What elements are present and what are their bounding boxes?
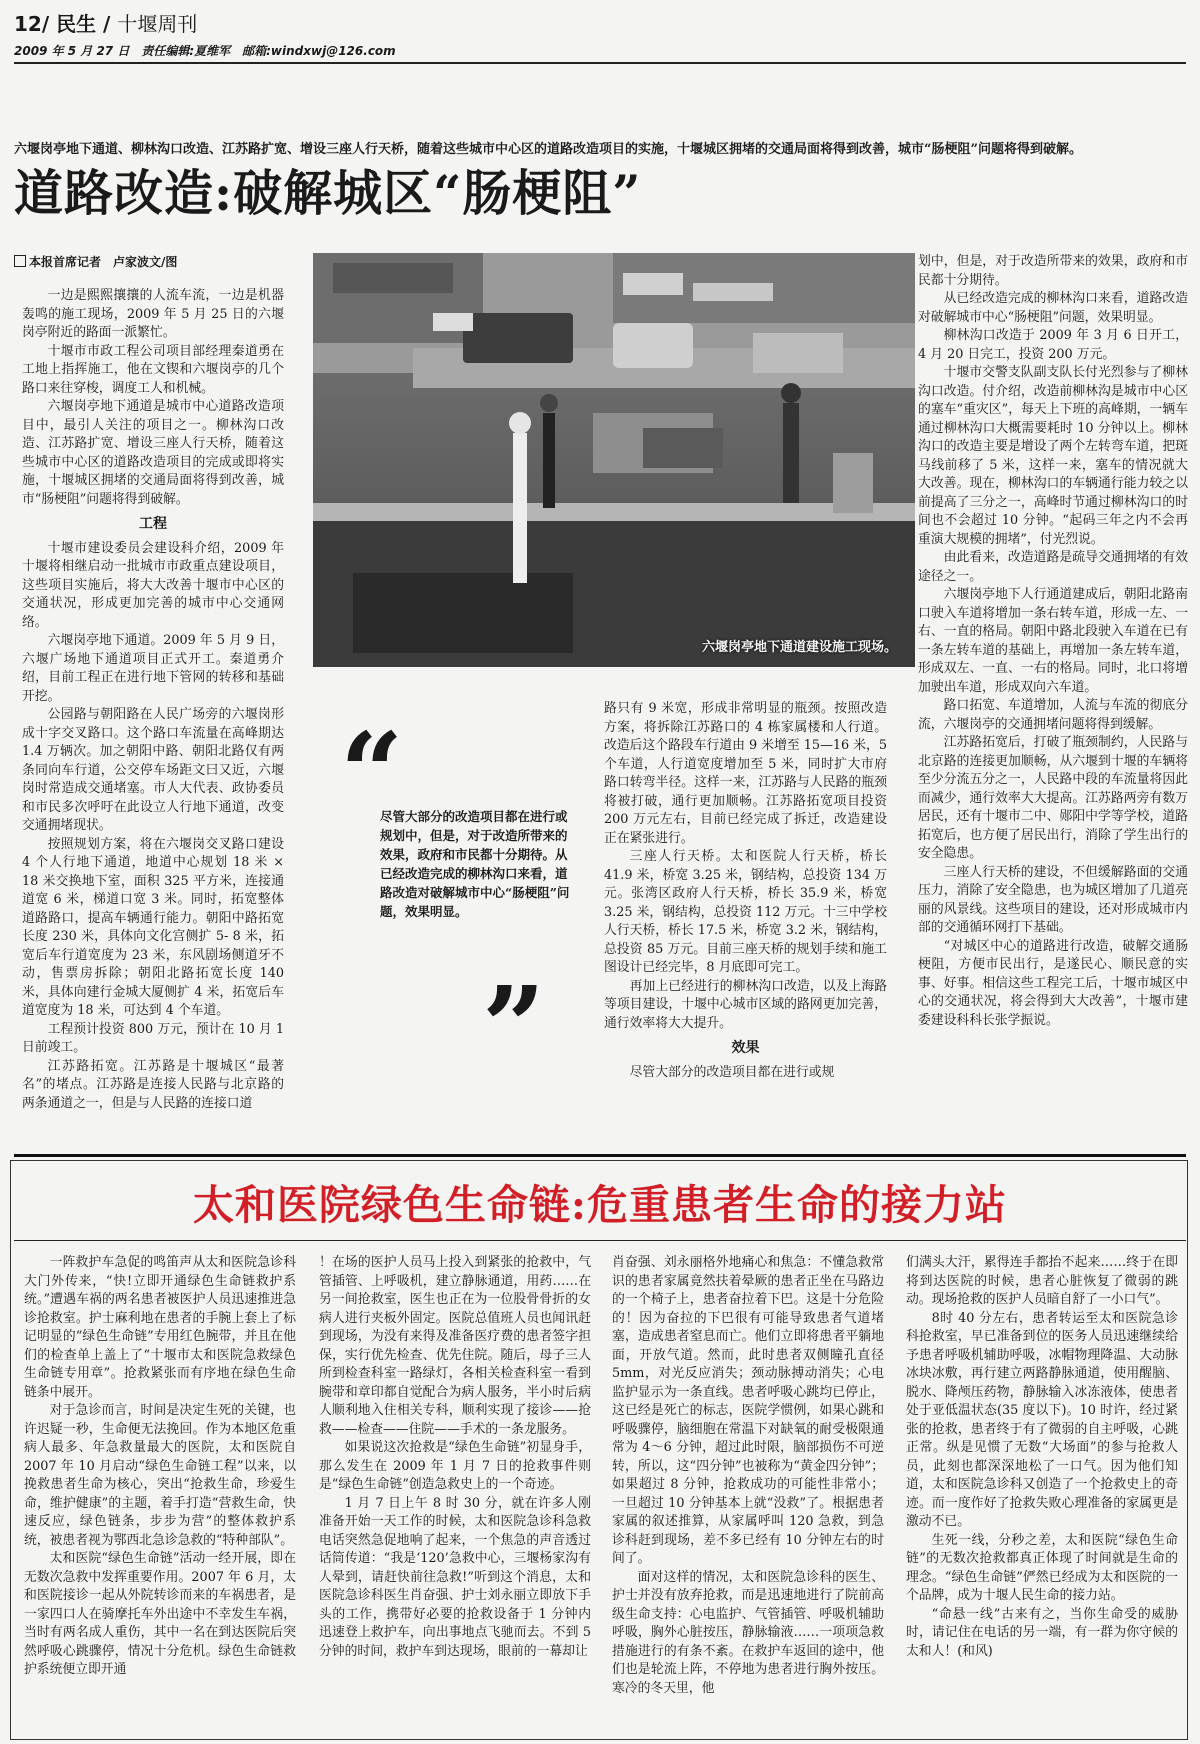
- story-separator: [14, 1154, 1186, 1157]
- paragraph: 肖奋强、刘永丽格外地痛心和焦急：不懂急救常识的患者家属竟然扶着晕厥的患者正坐在马路边的一个椅子上，患者奋拉着下巴。这是十分危险的！因为奋拉的下巴很有可能导致患者气道堵塞，造成患者窒息而亡。他们立即将患者平躺地面，开放气道。然而，此时患者双侧瞳孔直径 5mm，对光反应消失；颈动脉搏动消失；心电监护显示为一条直线。患者呼吸心跳均已停止，这已经是死亡的标志，医院学惯例，如果心跳和呼吸骤停，脑细胞在常温下对缺氧的耐受极限通常为 4～6 分钟，超过此时限，脑部损伤不可逆转，所以，这“四分钟”也被称为“黄金四分钟”；如果超过 8 分钟，抢救成功的可能性非常小；一旦超过 10 分钟基本上就“没救”了。根据患者家属的叙述推算，从家属呼叫 120 急救，到急诊科赶到现场，差不多已经有 10 分钟左右的时间了。: [612, 1255, 884, 1566]
- paragraph: 1 月 7 日上午 8 时 30 分，就在许多人刚准备开始一天工作的时候，太和医院急诊科急救电话突然急促地响了起来，一个焦急的声音透过话筒传道：“我是‘120’急救中心，三堰杨家沟有人晕到，请赶快前往急救!”听到这个消息，太和医院急诊科医生肖奋强、护士刘永丽立即放下手头的工作，携带好必要的抢救设备于 1 分钟内迅速登上救护车，向出事地点飞驰而去。不到 5 分钟的时间，救护车到达现场，眼前的一幕却让: [319, 1495, 591, 1659]
- paragraph: 三座人行天桥。太和医院人行天桥，桥长 41.9 米，桥宽 3.25 米，钢结构，总投资 134 万元。张湾区政府人行天桥，桥长 35.9 米，桥宽 3.25 米，钢结构，总投资 112 万元。十三中学校人行天桥，桥长 17.5 米，桥宽 3.2 米，钢结构，总投资 85 万元。目前三座天桥的规划手续和施工图设计已经完毕，8 月底即可完工。: [604, 849, 887, 975]
- paragraph: 江苏路拓宽后，打破了瓶颈制约，人民路与北京路的连接更加顺畅，从六堰到十堰的车辆将至少分流五分之一，人民路中段的车流量将因此而减少，通行效率大大提高。江苏路两旁有数万居民，还有十堰市二中、郧阳中学等学校，道路拓宽后，也方便了居民出行，消除了学生出行的安全隐患。: [918, 735, 1188, 861]
- paragraph: 生死一线，分秒之差，太和医院“绿色生命链”的无数次抢救都真正体现了时间就是生命的理念。“绿色生命链”俨然已经成为太和医院的一个品牌，成为十堰人民生命的接力站。: [906, 1532, 1178, 1603]
- story1-byline: [14, 253, 177, 270]
- paragraph: 再加上已经进行的柳林沟口改造，以及上海路等项目建设，十堰中心城市区域的路网更加完善，通行效率将大大提升。: [604, 978, 887, 1031]
- paragraph: 江苏路拓宽。江苏路是十堰城区“最著名”的堵点。江苏路是连接人民路与北京路的两条通道之一，但是与人民路的连接口道: [22, 1058, 284, 1111]
- story2-headline: 太和医院绿色生命链:危重患者生命的接力站: [192, 1181, 1008, 1229]
- paragraph: 六堰岗亭地下通道。2009 年 5 月 9 日，六堰广场地下通道项目正式开工。秦道勇介绍，目前工程正在进行地下管网的转移和基础开挖。: [22, 633, 284, 704]
- dateline: 2009 年 5 月 27 日 责任编辑:夏维军 邮箱:windxwj@126.com: [14, 44, 396, 58]
- paragraph: 十堰市交警支队副支队长付光烈参与了柳林沟口改造。付介绍，改造前柳林沟是城市中心区的塞车“重灾区”，每天上下班的高峰期，一辆车通过柳林沟口大概需要耗时 10 分钟以上。柳林沟口的改造主要是增设了两个左转弯车道，把斑马线前移了 5 米，这样一来，塞车的情况就大大改善。现在，柳林沟口的车辆通行能力较之以前提高了三分之一，高峰时节通过柳林沟口的时间也不会超过 10 分钟。“起码三年之内不会再重演大规模的拥堵”，付光烈说。: [918, 365, 1188, 547]
- story1-column-1: [22, 287, 284, 1145]
- paragraph: 太和医院“绿色生命链”活动一经开展，即在无数次急救中发挥重要作用。2007 年 6 月，太和医院接诊一起从外院转诊而来的车祸患者，是一家四口人在骑摩托车外出途中不幸发生车祸，当时有两名成人重伤，其中一名在到达医院后突然呼吸心跳骤停，情况十分危机。绿色生命链救护系统便立即开通: [24, 1551, 296, 1677]
- paragraph: 一边是熙熙攘攘的人流车流，一边是机器轰鸣的施工现场，2009 年 5 月 25 日的六堰岗亭附近的路面一派繁忙。: [22, 288, 284, 340]
- byline-box-icon: [14, 255, 26, 267]
- paragraph: 们满头大汗，累得连手都抬不起来……终于在即将到达医院的时候，患者心脏恢复了微弱的跳动。现场抢救的医护人员暗自舒了一小口气”。: [906, 1255, 1178, 1307]
- story1-column-3: [918, 253, 1188, 1145]
- paragraph: ！在场的医护人员马上投入到紧张的抢救中，气管插管、上呼吸机，建立静脉通道，用药……在另一间抢救室，医生也正在为一位股骨骨折的女病人进行夹板外固定。医院总值班人员也闻讯赶到现场，为没有来得及准备医疗费的患者签字担保，实行优先检查、优先住院。随后，母子三人所到检查科室一路绿灯，各相关检查科室一看到腕带和章印都自觉配合为病人服务，半小时后病人顺利地入住相关专科，顺利实现了接诊——抢救——检查——住院——手术的一条龙服务。: [319, 1255, 591, 1437]
- photo-caption: 六堰岗亭地下通道建设施工现场。: [701, 640, 897, 655]
- story1-lede: 六堰岗亭地下通道、柳林沟口改造、江苏路扩宽、增设三座人行天桥，随着这些城市中心区的道路改造项目的实施，十堰城区拥堵的交通局面将得到改善，城市“肠梗阻”问题将得到破解。: [14, 142, 1082, 157]
- story1-column-2: [604, 700, 887, 1144]
- paragraph: 十堰市建设委员会建设科介绍，2009 年十堰将相继启动一批城市市政重点建设项目，这些项目实施后，将大大改善十堰市中心区的交通状况，形成更加完善的城市中心交通网络。: [22, 540, 284, 630]
- story1-headline: 道路改造:破解城区“肠梗阻”: [14, 164, 642, 222]
- subhead: 效果: [731, 1040, 760, 1056]
- paragraph: 路口拓宽、车道增加，人流与车流的彻底分流，六堰岗亭的交通拥堵问题将得到缓解。: [918, 698, 1188, 732]
- paragraph: 公园路与朝阳路在人民广场旁的六堰岗形成十字交叉路口。这个路口车流量在高峰期达 1.4 万辆次。加之朝阳中路、朝阳北路仅有两条同向车行道，公交停车场距文曰又近，六堰岗时常造成交通堵塞。市人大代表、政协委员和市民多次呼吁在此设立人行地下通道，改变交通拥堵现状。: [22, 707, 284, 833]
- construction-photo: [313, 253, 915, 667]
- paragraph: 对于急诊而言，时间是决定生死的关键，也许迟疑一秒，生命便无法挽回。作为本地区危重病人最多、年急救量最大的医院，太和医院自 2007 年 10 月启动“绿色生命链工程”以来，以挽救患者生命为核心，突出“抢救生命，珍爱生命，维护健康”的主题，着手打造“营救生命，快速反应，绿色链条，步步为营”的整体救护系统，被患者视为鄂西北急诊急救的“特种部队”。: [24, 1403, 296, 1548]
- paragraph: 8时 40 分左右，患者转运至太和医院急诊科抢救室，早已准备到位的医务人员迅速继续给予患者呼吸机辅助呼吸，冰帽物理降温、大动脉冰块冰敷，再行建立两路静脉通道，使用醒脑、脱水、降颅压药物，静脉输入冰冻液体，使患者处于亚低温状态(35 度以下)。10 时许，经过紧张的抢救，患者终于有了微弱的自主呼吸，心跳正常。纵是见惯了无数“大场面”的参与抢救人员，此刻也都深深地松了一口气。因为他们知道，太和医院急诊科又创造了一个抢救史上的奇迹。而一度作好了抢救失败心理准备的家属更是激动不已。: [906, 1310, 1178, 1529]
- paragraph: 三座人行天桥的建设，不但缓解路面的交通压力，消除了安全隐患，也为城区增加了几道亮丽的风景线。这些项目的建设，还对形成城市内部的交通循环网打下基础。: [918, 864, 1188, 935]
- paragraph: 按照规划方案，将在六堰岗交叉路口建设 4 个人行地下通道，地道中心规划 18 米 × 18 米交换地下室，面积 325 平方米，连接通道宽 6 米，梯道口宽 3 米。同时，拓宽整体道路路口，提高车辆通行能力。朝阳中路拓宽长度 230 米，具体向文化宫侧扩 5- 8 米，拓宽后车行道宽度为 23 米，东风剧场侧道牙不动，售票房拆除；朝阳北路拓宽长度 140 米，具体向建行金城大厦侧扩 4 米，拓宽后车道宽度为 18 米，可达到 4 个车道。: [22, 836, 284, 1018]
- paragraph: 柳林沟口改造于 2009 年 3 月 6 日开工，4 月 20 日完工，投资 200 万元。: [918, 328, 1188, 362]
- paragraph: 从已经改造完成的柳林沟口来看，道路改造对破解城市中心“肠梗阻”问题，效果明显。: [918, 291, 1188, 325]
- paragraph: 十堰市市政工程公司项目部经理秦道勇在工地上指挥施工，他在文锲和六堰岗亭的几个路口来往穿梭，调度工人和机械。: [22, 343, 284, 396]
- paragraph: 尽管大部分的改造项目都在进行或规: [629, 1064, 835, 1080]
- open-quote-icon: “: [340, 708, 404, 837]
- paragraph: 如果说这次抢救是“绿色生命链”初显身手，那么发生在 2009 年 1 月 7 日的抢救事件则是“绿色生命链”创造急救史上的一个奇迹。: [319, 1440, 591, 1492]
- section-masthead: [14, 8, 197, 37]
- close-quote-icon: ”: [482, 962, 546, 1091]
- story2-column-2: [319, 1254, 591, 1732]
- pullquote: 尽管大部分的改造项目都在进行或规划中，但是，对于改造所带来的效果，政府和市民都十分期待。从已经改造完成的柳林沟口来看，道路改造对破解城市中心“肠梗阻”问题，效果明显。: [380, 809, 570, 919]
- paragraph: 划中，但是，对于改造所带来的效果，政府和市民都十分期待。: [918, 254, 1188, 288]
- paragraph: 面对这样的情况，太和医院急诊科的医生、护士并没有放弃抢救，而是迅速地进行了院前高级生命支持：心电监护、气管插管、呼吸机辅助呼吸，胸外心脏按压，静脉输液……一项项急救措施进行的有条不紊。在救护车返回的途中，他们也是轮流上阵，不停地为患者进行胸外按压。寒冷的冬天里，他: [612, 1569, 884, 1696]
- paragraph: 由此看来，改造道路是疏导交通拥堵的有效途径之一。: [918, 550, 1188, 584]
- publication-name: 十堰周刊: [117, 12, 198, 36]
- paragraph: “命悬一线”古来有之，当你生命受的威胁时，请记住在电话的另一端，有一群为你守候的太和人！(和风): [906, 1606, 1178, 1659]
- story2-rule: [14, 1240, 1186, 1241]
- paragraph: 工程预计投资 800 万元，预计在 10 月 1 日前竣工。: [22, 1021, 284, 1055]
- page-section-label: 12/ 民生 /: [14, 12, 111, 36]
- story2-column-4: [906, 1254, 1178, 1732]
- paragraph: “对城区中心的道路进行改造，破解交通肠梗阻，方便市民出行，是遂民心、顺民意的实事、好事。相信这些工程完工后，十堰市城区中心的交通状况，将会得到大大改善”，十堰市建委建设科科长张学振说。: [918, 938, 1188, 1028]
- masthead-rule: [14, 62, 1186, 64]
- paragraph: 路只有 9 米宽，形成非常明显的瓶颈。按照改造方案，将拆除江苏路口的 4 栋家属楼和人行道。改造后这个路段车行道由 9 米增至 15—16 米，5 个车道，人行道宽度增加至 5 米，同时扩大市府路口转弯半径。这样一来，江苏路与人民路的瓶颈将被打破，通行更加顺畅。江苏路拓宽项目投资 200 万元左右，目前已经完成了拆迁，改造建设正在紧张进行。: [604, 701, 887, 846]
- paragraph: 六堰岗亭地下人行通道建成后，朝阳北路南口驶入车道将增加一条右转车道，形成一左、一右、一直的格局。朝阳中路北段驶入车道在已有一条左转车道的基础上，再增加一条左转车道，形成双左、一直、一右的格局。同时，北口将增加驶出车道，形成双向六车道。: [918, 587, 1188, 695]
- byline-text: 本报首席记者 卢家波文/图: [29, 255, 178, 269]
- subhead: 工程: [139, 516, 167, 532]
- story2-column-1: [24, 1254, 296, 1732]
- story2-column-3: [612, 1254, 884, 1732]
- paragraph: 六堰岗亭地下通道是城市中心道路改造项目中，最引人关注的项目之一。柳林沟口改造、江苏路扩宽、增设三座人行天桥，随着这些城市中心区的道路改造项目的完成或即将实施，十堰城区拥堵的交通局面将得到改善，城市“肠梗阻”问题将得到破解。: [22, 399, 284, 507]
- paragraph: 一阵救护车急促的鸣笛声从太和医院急诊科大门外传来，“快!立即开通绿色生命链救护系统。”遭遇车祸的两名患者被医护人员迅速推进急诊抢救室。护士麻利地在患者的手腕上套上了标记明显的“绿色生命链”专用红色腕带，并且在他们的检查单上盖上了“十堰市太和医院急救绿色生命链专用章”。抢救紧张而有序地在绿色生命链条中展开。: [24, 1255, 296, 1400]
